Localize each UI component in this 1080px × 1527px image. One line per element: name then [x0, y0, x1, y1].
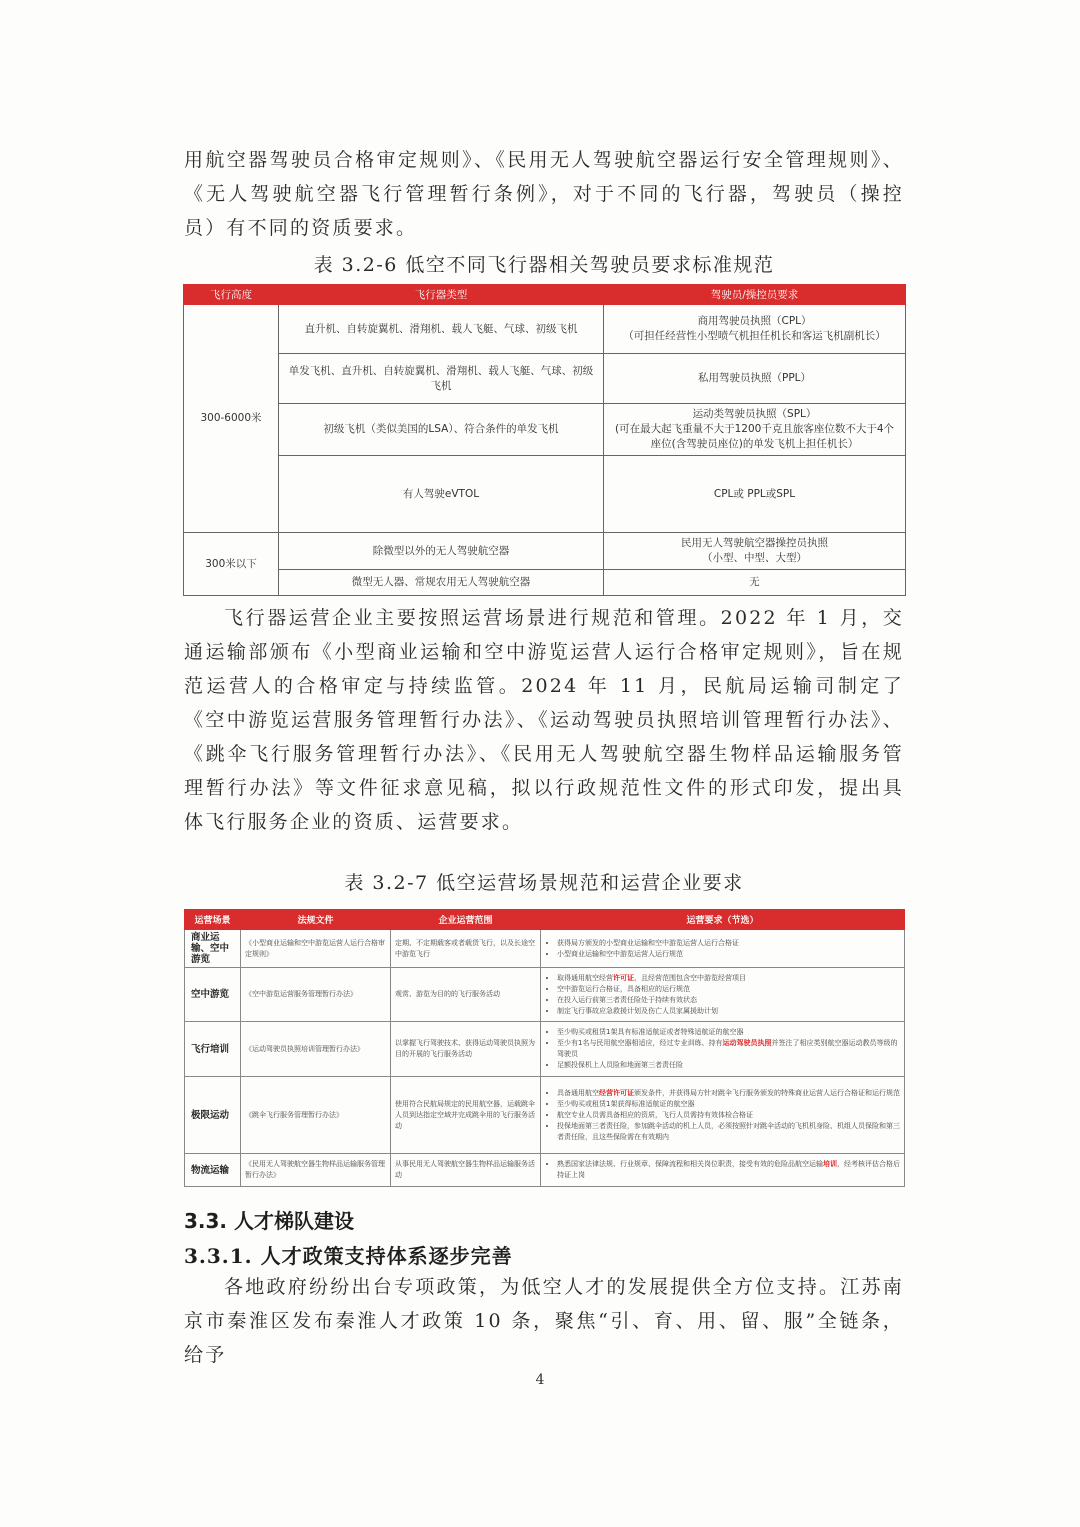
table1-caption: 表 3.2-6 低空不同飞行器相关驾驶员要求标准规范 [313, 254, 775, 276]
table1-header-aircraft: 飞行器类型 [279, 285, 604, 305]
requirement-text: 空中游览运行合格证，具备相应的运行规范 [557, 984, 690, 993]
scope-cell: 从事民用无人驾驶航空器生物样品运输服务活动 [391, 1154, 541, 1187]
table-row [184, 305, 906, 354]
pilot-requirements-table [183, 284, 906, 596]
document-cell: 《民用无人驾驶航空器生物样品运输服务管理暂行办法》 [241, 1154, 391, 1187]
requirement-text: 熟悉国家法律法规、行业规章、保障流程和相关岗位职责，接受有效的危险品航空运输 [557, 1160, 823, 1168]
scope-cell: 观赏、游览为目的的飞行服务活动 [391, 968, 541, 1022]
requirement-cell [604, 404, 906, 456]
scene-cell: 飞行培训 [185, 1022, 241, 1077]
table-row [185, 1077, 905, 1154]
table-row [184, 456, 906, 533]
requirement-text: 制定飞行事故应急救援计划及伤亡人员家属援助计划 [557, 1006, 718, 1015]
list-item [557, 1088, 900, 1099]
highlighted-text: 经营许可证 [599, 1088, 634, 1097]
list-item [557, 1060, 900, 1071]
aircraft-cell: 除微型以外的无人驾驶航空器 [279, 533, 604, 570]
document-cell: 《小型商业运输和空中游览运营人运行合格审定规则》 [241, 930, 391, 968]
altitude-cell-high: 300-6000米 [184, 305, 279, 533]
table2-header-document: 法规文件 [241, 910, 391, 930]
requirement-text: 足额投保机上人员险和地面第三者责任险 [557, 1061, 683, 1069]
requirement-text: 具备通用航空 [557, 1088, 599, 1097]
requirement-cell [604, 570, 906, 596]
intro-paragraph: 用航空器驾驶员合格审定规则》、《民用无人驾驶航空器运行安全管理规则》、《无人驾驶航空器飞行管理暂行条例》，对于不同的飞行器，驾驶员（操控员）有不同的资质要求。 [184, 149, 904, 239]
table-row [185, 968, 905, 1022]
list-item [557, 1110, 900, 1121]
requirement-note: （可担任经营性小型喷气机担任机长和客运飞机副机长） [623, 330, 886, 342]
list-item [557, 1121, 900, 1143]
table1-header-row [184, 285, 906, 305]
aircraft-cell: 单发飞机、直升机、自转旋翼机、滑翔机、载人飞艇、气球、初级飞机 [279, 354, 604, 404]
altitude-cell-low: 300米以下 [184, 533, 279, 596]
requirement-text: 至少购买或租赁1架具有标准适航证或者特殊适航证的航空器 [557, 1028, 744, 1036]
requirement-text: 颁发条件，并获得局方针对跳伞飞行服务颁发的特殊商业运营人运行合格证和运行规范 [634, 1088, 900, 1097]
list-item [557, 1099, 900, 1110]
document-cell: 《运动驾驶员执照培训管理暂行办法》 [241, 1022, 391, 1077]
table2-header-scope: 企业运营范围 [391, 910, 541, 930]
requirement-cell [604, 354, 906, 404]
highlighted-text: 培训 [823, 1160, 837, 1168]
requirements-cell [541, 1077, 905, 1154]
requirement-text: 至少购买或租赁1架获得标准适航证的航空器 [557, 1099, 695, 1108]
list-item [557, 949, 900, 960]
requirement-note: (可在最大起飞重量不大于1200千克且旅客座位数不大于4个座位(含驾驶员座位)的单发飞机上担任机长） [615, 423, 894, 450]
requirement-main: 无 [749, 576, 760, 588]
highlighted-text: 运动驾驶员执照 [722, 1039, 772, 1047]
list-item [557, 1038, 900, 1060]
scene-cell: 极限运动 [185, 1077, 241, 1154]
requirements-list [545, 973, 900, 1017]
requirements-list [545, 938, 900, 960]
requirements-cell [541, 1154, 905, 1187]
scope-cell: 以掌握飞行驾驶技术、获得运动驾驶员执照为目的开展的飞行服务活动 [391, 1022, 541, 1077]
aircraft-cell: 微型无人器、常规农用无人驾驶航空器 [279, 570, 604, 596]
table-row [185, 930, 905, 968]
list-item [557, 973, 900, 984]
list-item [557, 1027, 900, 1038]
requirements-cell [541, 968, 905, 1022]
requirement-text: 取得通用航空经营 [557, 973, 613, 982]
table1-header-altitude: 飞行高度 [184, 285, 279, 305]
table2-caption: 表 3.2-7 低空运营场景规范和运营企业要求 [344, 872, 744, 894]
requirement-text: 至少有1名与民用航空器相适应，经过专业训练、持有 [557, 1039, 723, 1047]
list-item [557, 1006, 900, 1017]
requirement-main: 商用驾驶员执照（CPL） [697, 315, 812, 327]
table-row [184, 404, 906, 456]
page-number: 4 [535, 1372, 545, 1388]
talent-paragraph: 各地政府纷纷出台专项政策，为低空人才的发展提供全方位支持。江苏南京市秦淮区发布秦淮人才政策 10 条，聚焦“引、育、用、留、服”全链条，给予 [184, 1276, 904, 1366]
document-cell: 《跳伞飞行服务管理暂行办法》 [241, 1077, 391, 1154]
requirements-cell [541, 1022, 905, 1077]
requirement-text: 航空专业人员需具备相应的资质，飞行人员需持有效体检合格证 [557, 1110, 753, 1119]
requirement-main: 民用无人驾驶航空器操控员执照 [681, 537, 828, 549]
requirement-note: （小型、中型、大型） [702, 552, 807, 564]
aircraft-cell: 直升机、自转旋翼机、滑翔机、载人飞艇、气球、初级飞机 [279, 305, 604, 354]
table-row [184, 354, 906, 404]
subsection-title: 3.3.1. 人才政策支持体系逐步完善 [184, 1244, 513, 1268]
requirement-text: ，经考核评估合格后持证上岗 [557, 1160, 900, 1179]
requirement-text: 小型商业运输和空中游览运营人运行规范 [557, 949, 683, 958]
table2-body [185, 930, 905, 1187]
requirement-main: 私用驾驶员执照（PPL） [697, 372, 811, 384]
requirements-list [545, 1027, 900, 1071]
table-row [185, 1022, 905, 1077]
scene-cell: 商业运输、空中游览 [185, 930, 241, 968]
requirement-cell [604, 456, 906, 533]
requirement-main: CPL或 PPL或SPL [713, 487, 796, 500]
table1-header-requirement: 驾驶员/操控员要求 [604, 285, 906, 305]
list-item [557, 938, 900, 949]
table-row [184, 533, 906, 570]
operations-paragraph: 飞行器运营企业主要按照运营场景进行规范和管理。2022 年 1 月，交通运输部颁布《小型商业运输和空中游览运营人运行合格审定规则》，旨在规范运营人的合格审定与持续监管。2024 年 11 月，民航局运输司制定了《空中游览运营服务管理暂行办法》、《运动驾驶员执照培训管理暂行办法》、《跳伞飞行服务管理暂行办法》、《民用无人驾驶航空器生物样品运输服务管理暂行办法》等文件征求意见稿，拟以行政规范性文件的形式印发，提出具体飞行服务企业的资质、运营要求。 [184, 607, 904, 833]
requirements-cell [541, 930, 905, 968]
list-item [557, 995, 900, 1006]
scene-cell: 物流运输 [185, 1154, 241, 1187]
highlighted-text: 许可证 [613, 973, 634, 982]
scope-cell: 定期、不定期载客或者载货飞行，以及长途空中游览飞行 [391, 930, 541, 968]
requirement-text: ，且经营范围包含空中游览经营项目 [634, 973, 746, 982]
aircraft-cell: 有人驾驶eVTOL [279, 456, 604, 533]
table2-header-row [185, 910, 905, 930]
requirement-cell [604, 305, 906, 354]
table-row [184, 570, 906, 596]
scene-cell: 空中游览 [185, 968, 241, 1022]
requirement-text: 并签注了相应类别航空器运动教员等级的驾驶员 [557, 1039, 898, 1058]
requirement-cell [604, 533, 906, 570]
operations-requirements-table [184, 909, 905, 1187]
requirements-list [545, 1088, 900, 1143]
requirements-list [545, 1159, 900, 1181]
table2-header-requirements: 运营要求（节选） [541, 910, 905, 930]
list-item [557, 984, 900, 995]
section-title: 3.3. 人才梯队建设 [184, 1209, 354, 1233]
table2-header-scene: 运营场景 [185, 910, 241, 930]
requirement-text: 在投入运行前第三者责任险处于持续有效状态 [557, 995, 697, 1004]
requirement-text: 投保地面第三者责任险，参加跳伞活动的机上人员，必须按照针对跳伞活动的飞机机身险、机组人员保险和第三者责任险，且这些保险需在有效期内 [557, 1121, 900, 1141]
document-cell: 《空中游览运营服务管理暂行办法》 [241, 968, 391, 1022]
table-row [185, 1154, 905, 1187]
list-item [557, 1159, 900, 1181]
scope-cell: 使用符合民航局规定的民用航空器，运载跳伞人员到达指定空域并完成跳伞用的飞行服务活动 [391, 1077, 541, 1154]
requirement-main: 运动类驾驶员执照（SPL） [692, 408, 817, 420]
aircraft-cell: 初级飞机（类似美国的LSA）、符合条件的单发飞机 [279, 404, 604, 456]
requirement-text: 获得局方颁发的小型商业运输和空中游览运营人运行合格证 [557, 938, 739, 947]
